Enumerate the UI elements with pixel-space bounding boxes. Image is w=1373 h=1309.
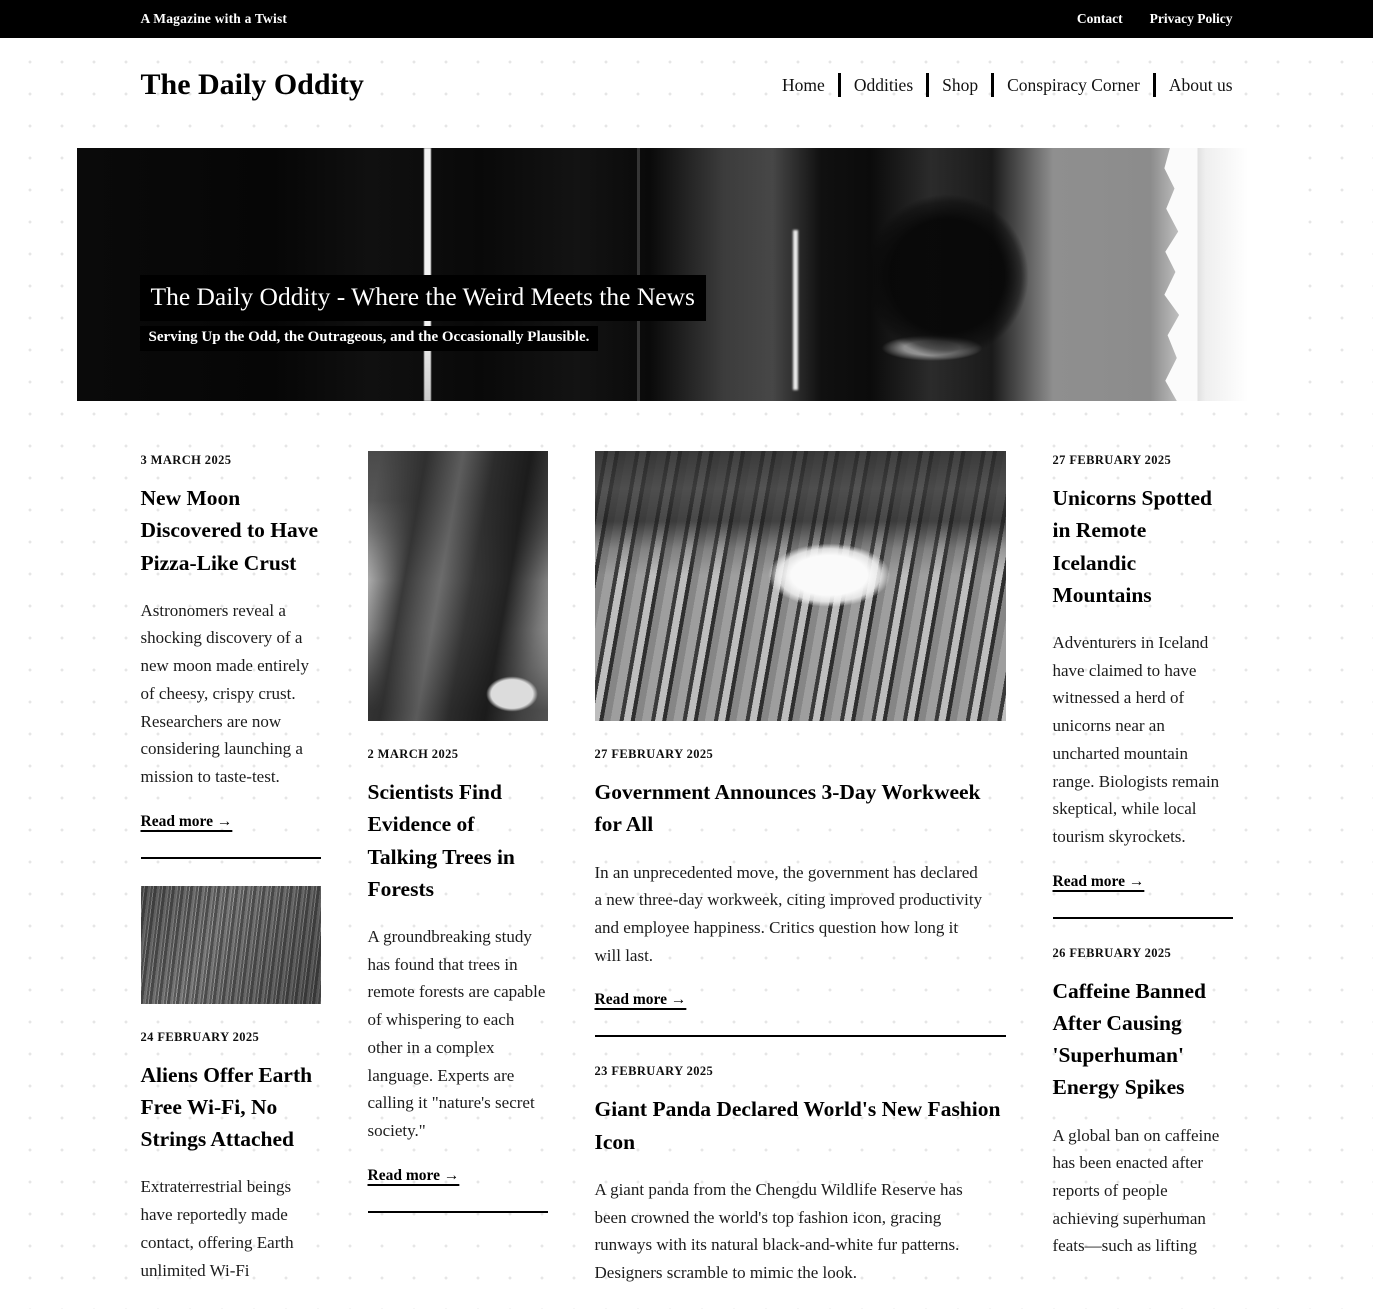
article-grid — [141, 451, 1233, 1287]
nav-home[interactable]: Home — [782, 74, 825, 95]
article-card — [1053, 946, 1233, 1261]
hero-title: The Daily Oddity - Where the Weird Meets the News — [140, 275, 706, 321]
article-date: 24 FEBRUARY 2025 — [140, 1029, 260, 1044]
article-excerpt: A global ban on caffeine has been enacted after reports of people achieving superhuman feats—such as lifting — [1052, 1125, 1220, 1256]
article-date: 27 FEBRUARY 2025 — [594, 747, 714, 761]
article-date: 26 FEBRUARY 2025 — [1052, 945, 1172, 960]
topbar-links — [1077, 11, 1233, 27]
hero-light-streak — [793, 230, 798, 390]
hero-torn-edge — [1152, 148, 1198, 401]
read-more-link[interactable]: Read more → — [140, 812, 233, 830]
article-card — [595, 1064, 1006, 1286]
article-title: Unicorns Spotted in Remote Icelandic Mountains — [1052, 486, 1212, 607]
hero-banner — [77, 148, 1297, 401]
article-card — [368, 451, 548, 1185]
content-column-4 — [1053, 451, 1233, 1260]
article-date: 23 FEBRUARY 2025 — [594, 1064, 714, 1079]
contact-link[interactable]: Contact — [1076, 11, 1123, 26]
article-title: Caffeine Banned After Causing 'Superhuman' Energy Spikes — [1052, 978, 1206, 1100]
site-header — [141, 38, 1233, 102]
article-date: 3 MARCH 2025 — [140, 453, 232, 467]
article-card — [595, 451, 1006, 1009]
article-title: Giant Panda Declared World's New Fashion Icon — [594, 1097, 1001, 1154]
article-card — [141, 886, 321, 1285]
article-thumbnail-tree — [368, 451, 548, 721]
content-column-1 — [141, 451, 321, 1284]
nav-oddities[interactable]: Oddities — [853, 74, 914, 95]
nav-separator — [1153, 73, 1156, 97]
article-divider — [595, 1035, 1006, 1037]
article-excerpt: In an unprecedented move, the government has declared a new three-day workweek, citing improved productivity and employee happiness. Critics question how long it will last. — [594, 862, 983, 965]
nav-about-us[interactable]: About us — [1168, 74, 1233, 95]
hero-subtitle: Serving Up the Odd, the Outrageous, and the Occasionally Plausible. — [140, 326, 599, 351]
read-more-link[interactable]: Read more → — [367, 1166, 460, 1184]
content-column-3 — [595, 451, 1006, 1287]
article-divider — [141, 857, 321, 859]
hero-caption — [140, 275, 706, 351]
article-excerpt: Extraterrestrial beings have reportedly made contact, offering Earth unlimited Wi-Fi — [140, 1177, 294, 1280]
read-more-link[interactable]: Read more → — [1052, 872, 1145, 890]
article-thumbnail-cat — [595, 451, 1006, 721]
nav-separator — [926, 73, 929, 97]
article-excerpt: Astronomers reveal a shocking discovery of a new moon made entirely of cheesy, crispy crust. Researchers are now considering launching a mission to taste-test. — [140, 600, 310, 786]
article-divider — [1053, 917, 1233, 919]
article-title: New Moon Discovered to Have Pizza-Like Crust — [140, 486, 319, 575]
nav-shop[interactable]: Shop — [942, 74, 979, 95]
article-title: Aliens Offer Earth Free Wi-Fi, No Strings Attached — [140, 1062, 313, 1152]
nav-conspiracy-corner[interactable]: Conspiracy Corner — [1007, 74, 1140, 95]
main-navigation — [782, 73, 1232, 97]
article-date: 27 FEBRUARY 2025 — [1052, 453, 1172, 467]
content-column-2 — [368, 451, 548, 1240]
article-date: 2 MARCH 2025 — [367, 747, 459, 761]
nav-separator — [991, 73, 994, 97]
privacy-policy-link[interactable]: Privacy Policy — [1149, 11, 1233, 26]
article-title: Government Announces 3-Day Workweek for All — [594, 780, 981, 837]
article-excerpt: A groundbreaking study has found that trees in remote forests are capable of whispering to each other in a complex language. Experts are calling it "nature's secret society." — [367, 927, 546, 1140]
article-divider — [368, 1211, 548, 1213]
read-more-link[interactable]: Read more → — [594, 991, 687, 1009]
top-bar — [0, 0, 1373, 38]
article-title: Scientists Find Evidence of Talking Trees in Forests — [367, 780, 515, 901]
article-excerpt: A giant panda from the Chengdu Wildlife Reserve has been crowned the world's top fashion icon, gracing runways with its natural black-and-white fur patterns. Designers scramble to mimic the look. — [594, 1179, 963, 1282]
nav-separator — [838, 73, 841, 97]
site-tagline: A Magazine with a Twist — [140, 11, 288, 26]
article-card — [1053, 453, 1233, 891]
article-excerpt: Adventurers in Iceland have claimed to have witnessed a herd of unicorns near an uncharted mountain range. Biologists remain skeptical, while local tourism skyrockets. — [1052, 633, 1220, 846]
article-card — [141, 453, 321, 831]
article-thumbnail-fur — [141, 886, 321, 1004]
site-title[interactable]: The Daily Oddity — [140, 68, 364, 101]
